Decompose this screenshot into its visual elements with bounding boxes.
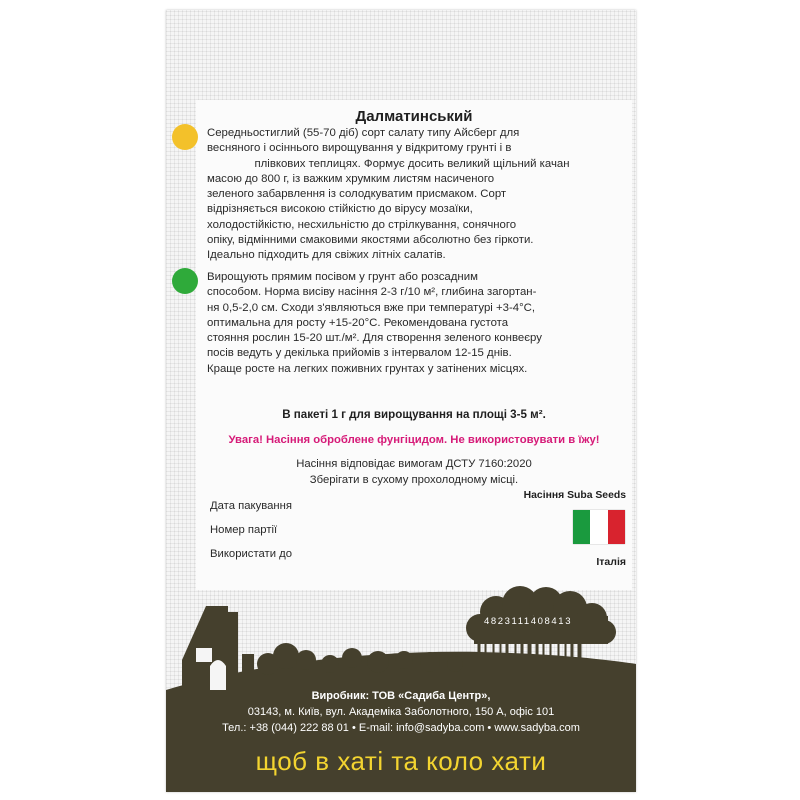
- standard-compliance: Насіння відповідає вимогам ДСТУ 7160:2020: [296, 458, 532, 470]
- barcode-bars: [478, 640, 581, 670]
- barcode-bar: [515, 640, 516, 670]
- origin-country: Італія: [596, 556, 626, 568]
- use-by-label: Використати до: [210, 548, 293, 560]
- manufacturer-address: 03143, м. Київ, вул. Академіка Заболотного, 150 А, офіс 101: [247, 706, 555, 718]
- barcode-tree-icon: [466, 586, 616, 644]
- barcode-bar: [528, 640, 531, 670]
- storage-instructions: Зберігати в сухому прохолодному місці.: [309, 474, 519, 486]
- house-window: [196, 648, 212, 662]
- barcode-bar: [478, 640, 480, 670]
- batch-number-label: Номер партії: [210, 524, 278, 536]
- supplier-name: Насіння Suba Seeds: [523, 490, 626, 501]
- barcode-bar: [550, 640, 551, 670]
- description-line: відрізняється високою стійкістю до вірусу мозаїки,: [207, 203, 473, 216]
- barcode-bar: [500, 640, 501, 670]
- barcode-bar: [558, 640, 559, 670]
- barcode-bar: [521, 640, 523, 670]
- growing-line: Краще росте на легких поживних грунтах у затінених місцях.: [207, 362, 528, 375]
- product-title: Далматинський: [355, 108, 473, 125]
- barcode-bar: [536, 640, 538, 670]
- description-line: весняного і осіннього вирощування у відкритому грунті і в: [207, 142, 512, 155]
- barcode-bar: [578, 640, 581, 670]
- manufacturer-info: [166, 688, 636, 736]
- package-info: В пакеті 1 г для вирощування на площі 3-5 м².: [282, 408, 546, 421]
- barcode-bar: [506, 640, 508, 670]
- growing-line: оптимальна для росту +15-20°С. Рекомендована густота: [207, 316, 509, 329]
- growing-line: посів ведуть у декілька прийомів з інтервалом 12-15 днів.: [207, 347, 512, 360]
- barcode-bar: [565, 640, 566, 670]
- description-line: плівкових теплицях. Формує досить великий щільний качан: [254, 157, 570, 170]
- growing-line: Вирощують прямим посівом у грунт або розсадним: [207, 271, 478, 283]
- barcode-bar: [485, 640, 486, 670]
- barcode-number: 4823111408413: [484, 616, 573, 627]
- growing-line: способом. Норма висіву насіння 2-3 г/10 м², глибина загортан-: [207, 286, 537, 299]
- slogan: щоб в хаті та коло хати: [255, 746, 547, 776]
- description-line: Середньостиглий (55-70 діб) сорт салату типу Айсберг для: [207, 127, 520, 139]
- description-line: опіку, відмінними смаковими якостями абсолютно без гіркоти.: [207, 234, 534, 247]
- description-line: Ідеально підходить для свіжих літніх салатів.: [207, 249, 446, 262]
- barcode-bar: [493, 640, 494, 670]
- description-line: масою до 800 г, із важким хрумким листям насиченого: [207, 172, 495, 185]
- fungicide-warning: Увага! Насіння оброблене фунгіцидом. Не використовувати в їжу!: [228, 434, 600, 446]
- description-line: зеленого забарвлення із солодкуватим присмаком. Сорт: [207, 188, 507, 201]
- barcode-bar: [571, 640, 573, 670]
- growing-line: ня 0,5-2,0 см. Сходи з'являються вже при температурі +3-4°С,: [207, 301, 536, 314]
- manufacturer-contacts: Тел.: +38 (044) 222 88 01 • E-mail: info@sadyba.com • www.sadyba.com: [222, 722, 580, 734]
- barcode-bar: [543, 640, 544, 670]
- house-arch: [210, 660, 226, 690]
- manufacturer-name: Виробник: ТОВ «Садиба Центр»,: [311, 690, 491, 702]
- packing-date-label: Дата пакування: [210, 500, 293, 512]
- description-line: холодостійкістю, несхильністю до стрілкування, сонячного: [207, 218, 517, 231]
- growing-line: стояння рослин 15-20 шт./м². Для створення зеленого конвеєру: [207, 332, 542, 345]
